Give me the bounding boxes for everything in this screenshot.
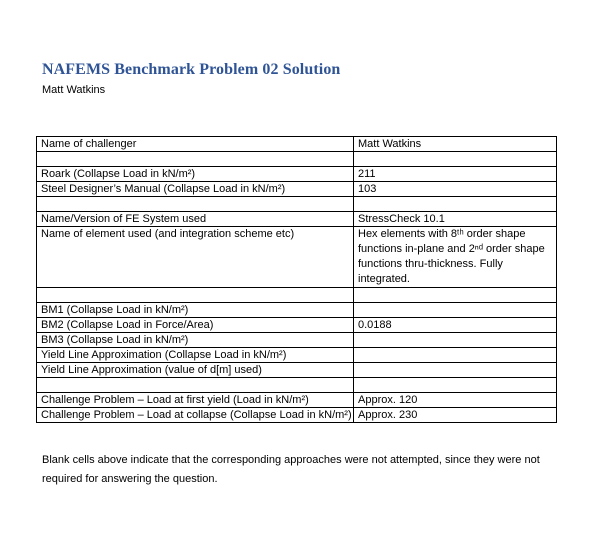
row-value bbox=[354, 197, 557, 212]
row-label bbox=[37, 197, 354, 212]
table-row bbox=[37, 152, 557, 167]
row-value: 103 bbox=[354, 182, 557, 197]
table-row bbox=[37, 318, 557, 333]
row-value bbox=[354, 363, 557, 378]
table-row bbox=[37, 182, 557, 197]
footnote-text: Blank cells above indicate that the corresponding approaches were not attempted, since they were not required for answering the question. bbox=[42, 454, 540, 485]
row-label: Roark (Collapse Load in kN/m²) bbox=[37, 167, 354, 182]
author-name: Matt Watkins bbox=[42, 84, 106, 96]
row-value: Hex elements with 8ᵗʰ order shape functions in-plane and 2ⁿᵈ order shape functions thru-thickness. Fully integrated. bbox=[354, 227, 557, 288]
row-value: 211 bbox=[354, 167, 557, 182]
row-label: BM2 (Collapse Load in Force/Area) bbox=[37, 318, 354, 333]
table-row bbox=[37, 212, 557, 227]
row-label: BM3 (Collapse Load in kN/m²) bbox=[37, 333, 354, 348]
document-title: NAFEMS Benchmark Problem 02 Solution bbox=[42, 61, 341, 78]
row-label: Yield Line Approximation (value of d[m] used) bbox=[37, 363, 354, 378]
row-label bbox=[37, 378, 354, 393]
table-row bbox=[37, 378, 557, 393]
row-label: Challenge Problem – Load at collapse (Collapse Load in kN/m²) bbox=[37, 408, 354, 423]
table-row bbox=[37, 137, 557, 152]
row-value bbox=[354, 303, 557, 318]
row-value bbox=[354, 333, 557, 348]
row-label bbox=[37, 288, 354, 303]
row-label: BM1 (Collapse Load in kN/m²) bbox=[37, 303, 354, 318]
table-row bbox=[37, 167, 557, 182]
table-row bbox=[37, 333, 557, 348]
table-row bbox=[37, 363, 557, 378]
row-value: Approx. 120 bbox=[354, 393, 557, 408]
row-value: Matt Watkins bbox=[354, 137, 557, 152]
row-value bbox=[354, 152, 557, 167]
row-label: Challenge Problem – Load at first yield (Load in kN/m²) bbox=[37, 393, 354, 408]
row-label bbox=[37, 152, 354, 167]
row-label: Steel Designer’s Manual (Collapse Load in kN/m²) bbox=[37, 182, 354, 197]
table-row bbox=[37, 348, 557, 363]
table-row bbox=[37, 303, 557, 318]
table-row bbox=[37, 393, 557, 408]
row-label: Name/Version of FE System used bbox=[37, 212, 354, 227]
table-row bbox=[37, 408, 557, 423]
row-label: Name of element used (and integration scheme etc) bbox=[37, 227, 354, 288]
row-value: StressCheck 10.1 bbox=[354, 212, 557, 227]
row-value: 0.0188 bbox=[354, 318, 557, 333]
table-row bbox=[37, 227, 557, 288]
table-row bbox=[37, 197, 557, 212]
row-value bbox=[354, 288, 557, 303]
results-table bbox=[36, 136, 557, 423]
table-row bbox=[37, 288, 557, 303]
row-value bbox=[354, 378, 557, 393]
row-value bbox=[354, 348, 557, 363]
row-value: Approx. 230 bbox=[354, 408, 557, 423]
row-label: Yield Line Approximation (Collapse Load in kN/m²) bbox=[37, 348, 354, 363]
row-label: Name of challenger bbox=[37, 137, 354, 152]
